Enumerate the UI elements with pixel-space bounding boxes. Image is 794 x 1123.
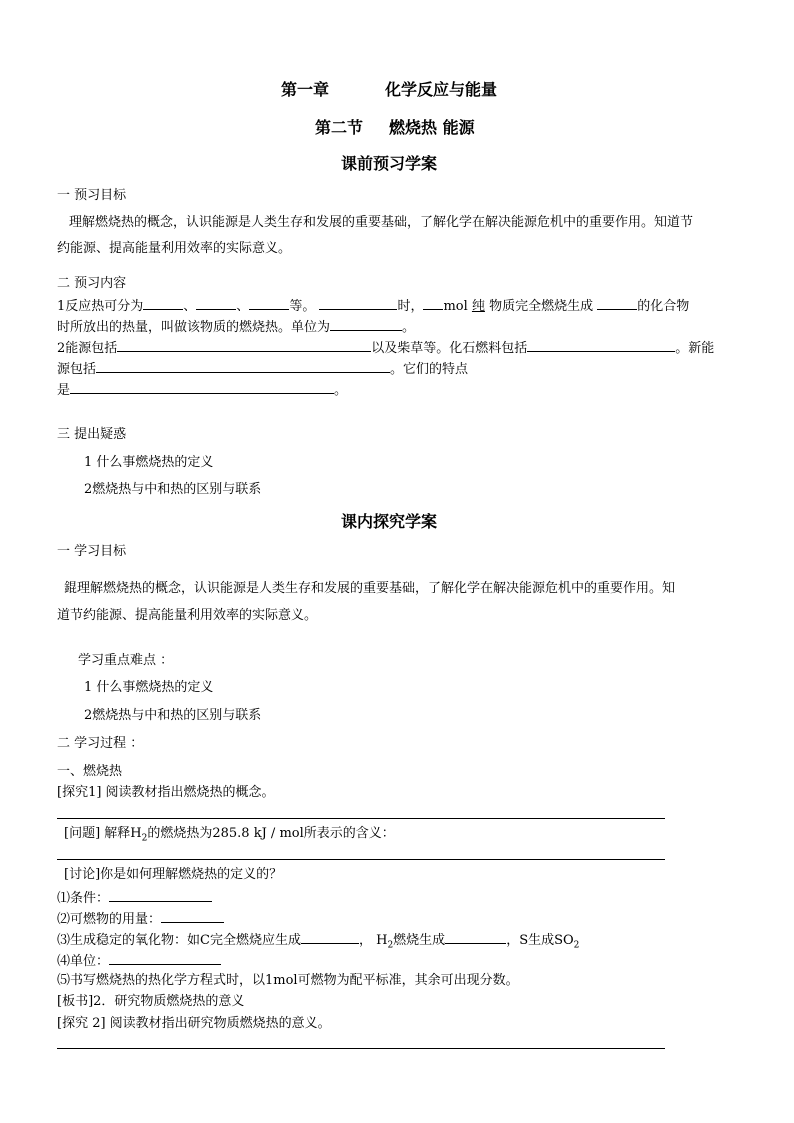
- pre-goal-text-1: 理解燃烧热的概念，认识能源是人类生存和发展的重要基础，了解化学在解决能源危机中的重要作用。知道节: [69, 215, 694, 230]
- blank[interactable]: [597, 297, 637, 310]
- pre-q2-line2: [57, 360, 468, 378]
- pre-q2-line1: [57, 339, 714, 357]
- d1-label: ⑴条件：: [57, 891, 110, 906]
- question-subscript: 2: [141, 833, 148, 844]
- section-label: 第二节: [315, 118, 364, 137]
- q2-text-b: 以及柴草等。化石燃料包括: [371, 341, 528, 356]
- q2-line3-text-a: 是: [57, 383, 71, 398]
- chapter-title: 化学反应与能量: [385, 80, 498, 99]
- inclass-goal-text-2: 道节约能源、提高能量利用效率的实际意义。: [57, 608, 318, 623]
- pre-q2-line3: [57, 381, 347, 399]
- blank[interactable]: [445, 931, 506, 944]
- blank[interactable]: [196, 297, 236, 310]
- discussion-item-5: ⑸书写燃烧热的热化学方程式时，以1mol可燃物为配平标准，其余可出现分数。: [57, 973, 519, 988]
- pre-q1-line1: [57, 297, 689, 315]
- blank[interactable]: [70, 381, 334, 394]
- board-note: [板书]2．研究物质燃烧热的意义: [57, 994, 245, 1009]
- blank[interactable]: [109, 889, 212, 902]
- chapter-label: 第一章: [281, 80, 330, 99]
- q1-sep1: 、: [183, 299, 197, 314]
- d4-label: ⑷单位：: [57, 954, 110, 969]
- blank[interactable]: [117, 339, 371, 352]
- pre-q1-line2: [57, 318, 415, 336]
- d3-text-a: ⑶生成稳定的氧化物：如C完全燃烧应生成: [57, 933, 301, 948]
- q1-text-f: 物质完全燃烧生成: [484, 299, 598, 314]
- d3-text-b: ， H: [358, 933, 388, 948]
- d3-text-d: ，S生成SO: [506, 933, 574, 948]
- pre-content-heading: 二 预习内容: [57, 276, 127, 291]
- key-1: 1 什么事燃烧热的定义: [84, 680, 214, 695]
- blank[interactable]: [330, 318, 402, 331]
- q1-text-b: 等。: [289, 299, 316, 314]
- d3-text-c: 燃烧生成: [393, 933, 446, 948]
- explore-1: [探究1] 阅读教材指出燃烧热的概念。: [57, 785, 275, 800]
- q2-text-c: 。新能: [675, 341, 715, 356]
- q2-text-a: 2能源包括: [57, 341, 118, 356]
- blank[interactable]: [527, 339, 675, 352]
- discussion-item-4: [57, 952, 221, 970]
- answer-line[interactable]: [57, 1048, 665, 1049]
- key-heading: 学习重点难点 ：: [78, 653, 174, 668]
- q2-line3-text-b: 。: [334, 383, 348, 398]
- explore-2: [探究 2] 阅读教材指出研究物质燃烧热的意义。: [57, 1016, 331, 1031]
- answer-line[interactable]: [57, 818, 665, 819]
- q1-line2-text-b: 。: [402, 320, 416, 335]
- discussion: [讨论]你是如何理解燃烧热的定义的？: [64, 867, 283, 882]
- pre-doubt-2: 2燃烧热与中和热的区别与联系: [84, 482, 262, 497]
- section-title: 燃烧热 能源: [389, 118, 475, 137]
- pre-doubt-heading: 三 提出疑惑: [57, 427, 127, 442]
- q1-line2-text-a: 时所放出的热量，叫做该物质的燃烧热。单位为: [57, 320, 331, 335]
- q2-line2-text-a: 源包括: [57, 362, 97, 377]
- question-text-a: [问题] 解释H: [64, 826, 142, 841]
- d3-subscript-1: 2: [387, 940, 394, 951]
- q1-text-c: 时，: [397, 299, 424, 314]
- q1-text-e: 纯: [471, 299, 485, 314]
- blank[interactable]: [301, 931, 359, 944]
- question: [64, 826, 395, 842]
- key-2: 2燃烧热与中和热的区别与联系: [84, 708, 262, 723]
- discussion-item-1: [57, 889, 212, 907]
- blank[interactable]: [161, 910, 224, 923]
- blank[interactable]: [319, 297, 397, 310]
- pre-doubt-1: 1 什么事燃烧热的定义: [84, 455, 214, 470]
- q1-text-d: mol: [443, 299, 468, 314]
- d2-label: ⑵可燃物的用量：: [57, 912, 162, 927]
- blank[interactable]: [109, 952, 221, 965]
- blank[interactable]: [423, 297, 443, 310]
- question-text-b: 的燃烧热为285.8 kJ / mol所表示的含义：: [147, 826, 395, 841]
- pre-goal-text-2: 约能源、提高能量利用效率的实际意义。: [57, 241, 292, 256]
- inclass-goal-text-1: 錕理解燃烧热的概念，认识能源是人类生存和发展的重要基础，了解化学在解决能源危机中的重要作用。知: [64, 581, 676, 596]
- plan2-title: 课内探究学案: [341, 512, 438, 531]
- blank[interactable]: [143, 297, 183, 310]
- q1-text-g: 的化合物: [637, 299, 690, 314]
- q1-text-a: 1反应热可分为: [57, 299, 144, 314]
- q1-sep2: 、: [236, 299, 250, 314]
- pre-goal-heading: 一 预习目标: [57, 188, 127, 203]
- q2-line2-text-b: 。它们的特点: [390, 362, 469, 377]
- plan1-title: 课前预习学案: [341, 154, 438, 173]
- inclass-goal-heading: 一 学习目标: [57, 544, 127, 559]
- process-heading: 二 学习过程 ：: [57, 736, 144, 751]
- blank[interactable]: [96, 360, 390, 373]
- d3-subscript-2: 2: [573, 940, 580, 951]
- discussion-item-3: [57, 931, 579, 949]
- burning-heat-heading: 一、燃烧热: [57, 764, 123, 779]
- answer-line[interactable]: [57, 859, 665, 860]
- blank[interactable]: [249, 297, 289, 310]
- discussion-item-2: [57, 910, 224, 928]
